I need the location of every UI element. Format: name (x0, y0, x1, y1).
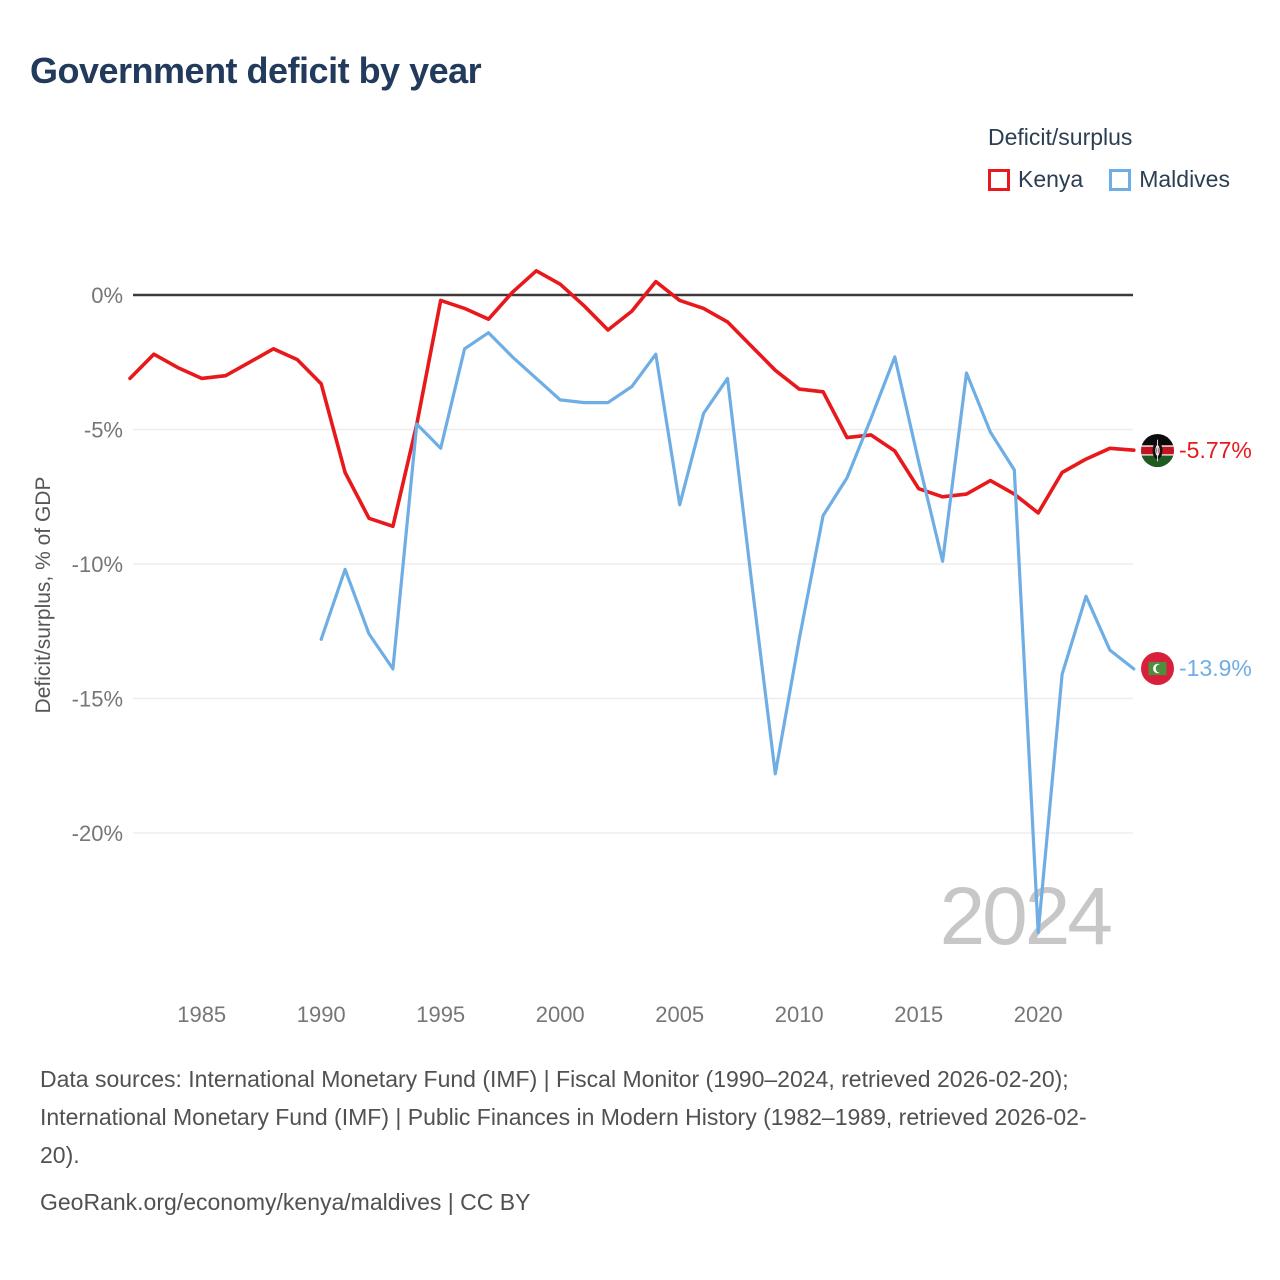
page-title: Government deficit by year (30, 50, 482, 91)
y-tick-label: -5% (83, 417, 123, 443)
kenya-line (130, 271, 1134, 527)
credit-line: GeoRank.org/economy/kenya/maldives | CC BY (40, 1189, 531, 1215)
maldives-endpoint-value: -13.9% (1179, 655, 1252, 682)
x-tick-label: 1990 (296, 1002, 346, 1027)
y-tick-label: -10% (71, 552, 123, 577)
x-tick-label: 2005 (655, 1002, 705, 1027)
legend-label-kenya: Kenya (1018, 166, 1084, 192)
maldives-flag-icon (1141, 652, 1174, 685)
y-tick-label: -15% (71, 686, 123, 712)
legend-label-maldives: Maldives (1139, 166, 1230, 192)
legend-heading: Deficit/surplus (988, 124, 1133, 150)
maldives-line (321, 333, 1134, 933)
kenya-endpoint-annotation (1141, 434, 1252, 467)
maldives-endpoint-annotation (1141, 652, 1252, 685)
data-sources-line-1: Data sources: International Monetary Fund (IMF) | Fiscal Monitor (1990–2024, retrieved 2026-02-20); (40, 1066, 1069, 1092)
x-tick-label: 2015 (894, 1002, 944, 1027)
y-tick-label: 0% (91, 283, 123, 308)
y-tick-label: -20% (71, 821, 123, 846)
kenya-flag-icon (1141, 434, 1174, 467)
footer (40, 1060, 1255, 1221)
x-tick-label: 2010 (774, 1002, 824, 1027)
x-tick-label: 1985 (177, 1002, 227, 1027)
data-sources-line-3: 20). (40, 1142, 80, 1168)
x-tick-label: 2000 (535, 1002, 585, 1027)
kenya-endpoint-value: -5.77% (1179, 436, 1252, 463)
watermark-year: 2024 (939, 871, 1110, 962)
y-axis-title: Deficit/surplus, % of GDP (32, 476, 55, 714)
x-tick-label: 1995 (416, 1002, 466, 1027)
data-sources-line-2: International Monetary Fund (IMF) | Public Finances in Modern History (1982–1989, retrieved 2026-02- (40, 1104, 1087, 1130)
x-tick-label: 2020 (1013, 1002, 1063, 1027)
